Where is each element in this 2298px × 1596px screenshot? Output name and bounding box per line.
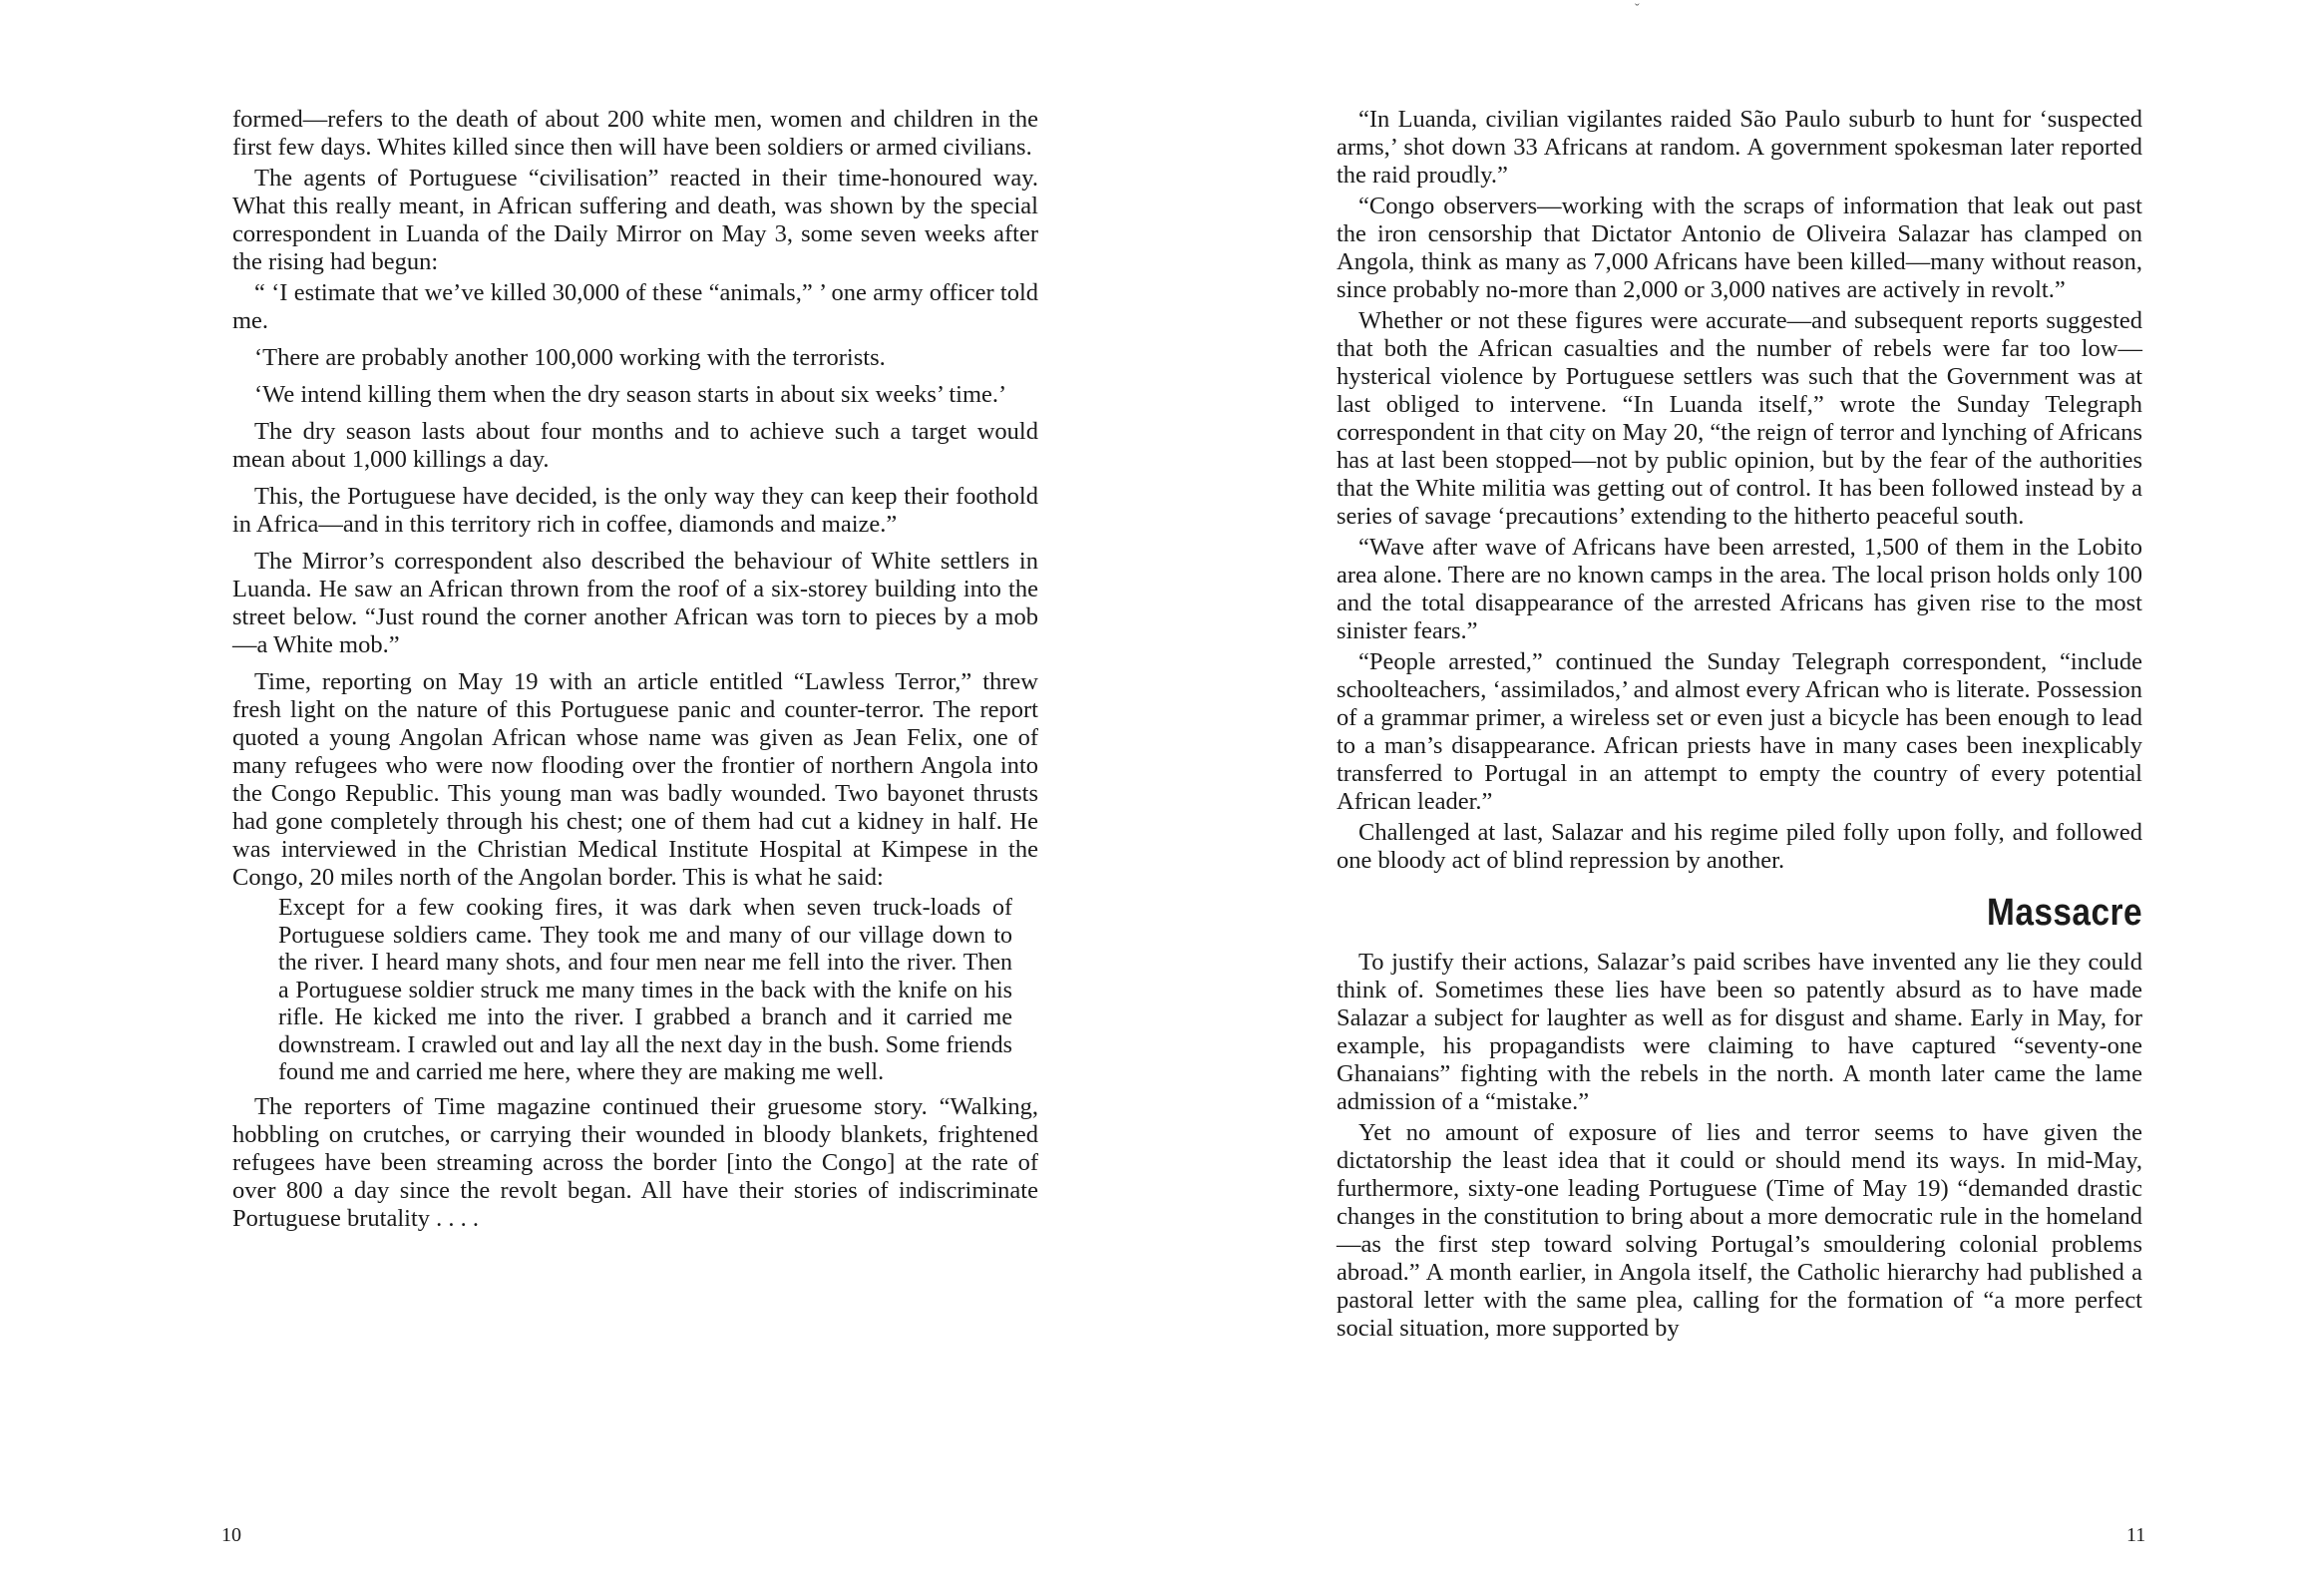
paragraph: “Wave after wave of Africans have been arrested, 1,500 of them in the Lobito area alone. There are no known camps in the area. The local prison holds only 100 and the total disappearance of the arrested Africans has given rise to the most sinister fears.” bbox=[1337, 534, 2143, 644]
page-number: 11 bbox=[2126, 1524, 2146, 1546]
section-heading: Massacre bbox=[1987, 892, 2142, 934]
paragraph: The agents of Portuguese “civilisation” reacted in their time-honoured way. What this really meant, in African suffering and death, was shown by the special correspondent in Luanda of the Daily Mirror on May 3, some seven weeks after the rising had begun: bbox=[232, 165, 1038, 275]
block-quote: Except for a few cooking fires, it was dark when seven truck-loads of Portuguese soldiers came. They took me and many of our village down to the river. I heard many shots, and four men near me fell into the river. Then a Portuguese soldier struck me many times in the back with the knife on his rifle. He kicked me into the river. I grabbed a branch and it carried me downstream. I crawled out and lay all the next day in the bush. Some friends found me and carried me here, where they are making me well. bbox=[278, 895, 1012, 1085]
paragraph: Time, reporting on May 19 with an article entitled “Lawless Terror,” threw fresh light on the nature of this Portuguese panic and counter-terror. The report quoted a young Angolan African whose name was given as Jean Felix, one of many refugees who were now flooding over the frontier of northern Angola into the Congo Republic. This young man was badly wounded. Two bayonet thrusts had gone completely through his chest; one of them had cut a kidney in half. He was interviewed in the Christian Medical Institute Hospital at Kimpese in the Congo, 20 miles north of the Angolan border. This is what he said: bbox=[232, 668, 1038, 891]
paragraph: formed—refers to the death of about 200 white men, women and children in the first few days. Whites killed since then will have been soldiers or armed civilians. bbox=[232, 106, 1038, 161]
quote-paragraph: ‘We intend killing them when the dry season starts in about six weeks’ time.’ bbox=[254, 381, 1007, 408]
paragraph: To justify their actions, Salazar’s paid scribes have invented any lie they could think of. Sometimes these lies have been so patently absurd as to have made Salazar a subject for laughter as well as for disgust and shame. Early in May, for example, his propagandists were claiming to have captured “seventy-one Ghanaians” fighting with the rebels in the north. A month later came the lame admission of a “mistake.” bbox=[1337, 949, 2142, 1115]
right-text-column bbox=[1337, 106, 2142, 1346]
quote-paragraph: This, the Portuguese have decided, is the only way they can keep their foothold in Africa—and in this territory rich in coffee, diamonds and maize.” bbox=[232, 483, 1038, 538]
paragraph: Challenged at last, Salazar and his regime piled folly upon folly, and followed one bloody act of blind repression by another. bbox=[1337, 819, 2142, 874]
quote-paragraph: ‘There are probably another 100,000 working with the terrorists. bbox=[254, 344, 886, 371]
paragraph: Whether or not these figures were accurate—and subsequent reports suggested that both the African casualties and the number of rebels were far too low—hysterical violence by Portuguese settlers was such that the Government was at last obliged to intervene. “In Luanda itself,” wrote the Sunday Telegraph correspondent in that city on May 20, “the reign of terror and lynching of Africans has at last been stopped—not by public opinion, but by the fear of the authorities that the White militia was getting out of control. It has been followed instead by a series of savage ‘precautions’ extending to the hitherto peaceful south. bbox=[1337, 307, 2142, 530]
quote-paragraph: “ ‘I estimate that we’ve killed 30,000 of these “animals,” ’ one army officer told me. bbox=[232, 279, 1038, 334]
paragraph: The reporters of Time magazine continued their gruesome story. “Walking, hobbling on crutches, or carrying their wounded in bloody blankets, frightened refugees have been streaming across the border [into the Congo] at the rate of over 800 a day since the revolt began. All have their stories of indiscriminate Portuguese brutality . . . . bbox=[232, 1092, 1038, 1232]
paragraph: “Congo observers—working with the scraps of information that leak out past the iron censorship that Dictator Antonio de Oliveira Salazar has clamped on Angola, think as many as 7,000 Africans have been killed—many without reason, since probably no-more than 2,000 or 3,000 natives are actively in revolt.” bbox=[1337, 193, 2142, 303]
right-page bbox=[1149, 0, 2298, 1596]
paragraph: Yet no amount of exposure of lies and terror seems to have given the dictatorship the least idea that it could or should mend its ways. In mid-May, furthermore, sixty-one leading Portuguese (Time of May 19) “demanded drastic changes in the constitution to bring about a more democratic rule in the homeland—as the first step toward solving Portugal’s smouldering colonial problems abroad.” A month earlier, in Angola itself, the Catholic hierarchy had published a pastoral letter with the same plea, calling for the formation of “a more perfect social situation, more supported by bbox=[1337, 1119, 2142, 1342]
quote-paragraph: The dry season lasts about four months and to achieve such a target would mean about 1,000 killings a day. bbox=[232, 418, 1038, 473]
paragraph: “In Luanda, civilian vigilantes raided São Paulo suburb to hunt for ‘suspected arms,’ shot down 33 Africans at random. A government spokesman later reported the raid proudly.” bbox=[1337, 106, 2142, 189]
paragraph: “People arrested,” continued the Sunday Telegraph correspondent, “include schoolteachers, ‘assimilados,’ and almost every African who is literate. Possession of a grammar primer, a wireless set or even just a bicycle has been enough to lead to a man’s disappearance. African priests have in many cases been inexplicably transferred to Portugal in an attempt to empty the country of every potential African leader.” bbox=[1337, 648, 2142, 815]
scan-mark: ˇ bbox=[1635, 2, 1640, 17]
page-number: 10 bbox=[221, 1524, 241, 1546]
left-text-column bbox=[232, 106, 1038, 1236]
paragraph: The Mirror’s correspondent also described the behaviour of White settlers in Luanda. He saw an African thrown from the roof of a six-storey building into the street below. “Just round the corner another African was torn to pieces by a mob—a White mob.” bbox=[232, 548, 1038, 658]
